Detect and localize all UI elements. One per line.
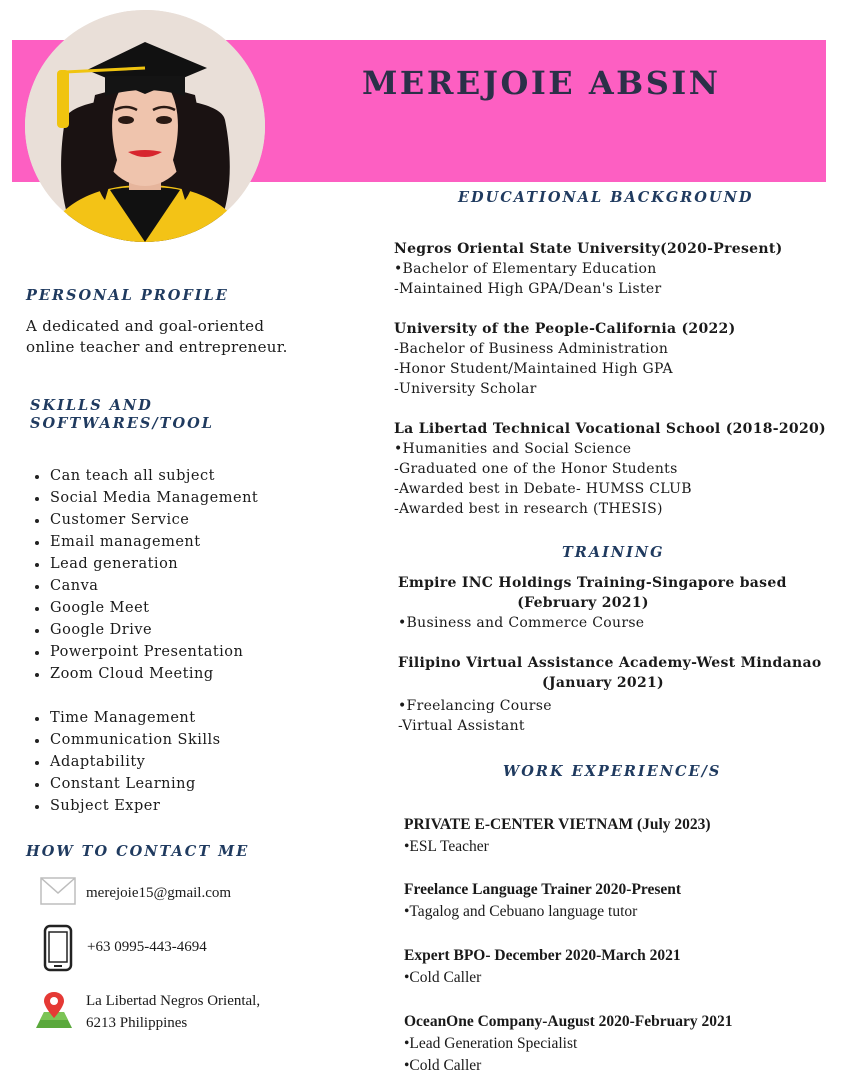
training-date: (January 2021) [542, 675, 664, 691]
list-item: Subject Exper [30, 795, 221, 817]
training-title: Filipino Virtual Assistance Academy-West Mindanao [398, 655, 822, 671]
list-item: Constant Learning [30, 773, 221, 795]
work-item [404, 879, 681, 923]
education-detail: -Awarded best in research (THESIS) [394, 501, 663, 517]
work-item [404, 945, 681, 989]
mobile-phone-icon [43, 924, 73, 976]
education-detail: -University Scholar [394, 381, 537, 397]
contact-heading: HOW TO CONTACT ME [26, 843, 250, 860]
education-detail: •Bachelor of Elementary Education [394, 261, 657, 277]
address-line-1: La Libertad Negros Oriental, [86, 993, 261, 1009]
training-detail: •Freelancing Course [398, 698, 552, 714]
list-item: Communication Skills [30, 729, 221, 751]
work-detail: •Cold Caller [404, 1057, 482, 1074]
list-item: Time Management [30, 707, 221, 729]
profile-text-line-2: online teacher and entrepreneur. [26, 338, 288, 356]
work-detail: •Tagalog and Cebuano language tutor [404, 903, 638, 920]
work-detail: •ESL Teacher [404, 838, 489, 855]
list-item: Google Meet [30, 597, 258, 619]
work-title: PRIVATE E-CENTER VIETNAM (July 2023) [404, 816, 711, 833]
list-item: Can teach all subject [30, 465, 258, 487]
address-line-2: 6213 Philippines [86, 1015, 188, 1031]
profile-photo [25, 10, 265, 242]
education-detail: -Honor Student/Maintained High GPA [394, 361, 673, 377]
candidate-name: MEREJOIE ABSIN [362, 64, 721, 102]
skills-heading-line-2: SOFTWARES/TOOL [30, 415, 214, 432]
skills-list-2 [30, 707, 221, 817]
work-heading: WORK EXPERIENCE/S [503, 763, 722, 780]
education-title: Negros Oriental State University(2020-Present) [394, 241, 783, 257]
training-heading: TRAINING [562, 544, 665, 561]
education-item [394, 419, 826, 519]
education-item [394, 239, 783, 299]
list-item: Social Media Management [30, 487, 258, 509]
education-title: La Libertad Technical Vocational School (2018-2020) [394, 421, 826, 437]
list-item: Email management [30, 531, 258, 553]
skills-heading-line-1: SKILLS AND [30, 397, 153, 414]
list-item: Zoom Cloud Meeting [30, 663, 258, 685]
personal-profile-heading: PERSONAL PROFILE [26, 287, 229, 304]
work-title: OceanOne Company-August 2020-February 2021 [404, 1013, 733, 1030]
education-detail: -Maintained High GPA/Dean's Lister [394, 281, 662, 297]
list-item: Customer Service [30, 509, 258, 531]
map-pin-icon [34, 990, 74, 1034]
education-title: University of the People-California (2022) [394, 321, 736, 337]
skills-list-1 [30, 465, 258, 685]
training-detail: -Virtual Assistant [398, 718, 525, 734]
work-title: Freelance Language Trainer 2020-Present [404, 881, 682, 898]
training-item [398, 653, 822, 736]
education-detail: -Graduated one of the Honor Students [394, 461, 678, 477]
work-item [404, 814, 711, 858]
education-detail: -Awarded best in Debate- HUMSS CLUB [394, 481, 692, 497]
list-item: Google Drive [30, 619, 258, 641]
training-title: Empire INC Holdings Training-Singapore based [398, 575, 787, 591]
education-detail: •Humanities and Social Science [394, 441, 632, 457]
work-detail: •Cold Caller [404, 969, 482, 986]
work-item [404, 1011, 733, 1077]
work-detail: •Lead Generation Specialist [404, 1035, 578, 1052]
phone-number[interactable]: +63 0995-443-4694 [87, 939, 207, 955]
list-item: Adaptability [30, 751, 221, 773]
education-heading: EDUCATIONAL BACKGROUND [458, 189, 754, 206]
training-detail: •Business and Commerce Course [398, 615, 645, 631]
training-item [398, 573, 787, 633]
work-title: Expert BPO- December 2020-March 2021 [404, 947, 681, 964]
education-item [394, 319, 736, 399]
training-date: (February 2021) [517, 595, 649, 611]
email-link[interactable]: merejoie15@gmail.com [86, 885, 232, 901]
education-detail: -Bachelor of Business Administration [394, 341, 669, 357]
list-item: Canva [30, 575, 258, 597]
list-item: Lead generation [30, 553, 258, 575]
list-item: Powerpoint Presentation [30, 641, 258, 663]
profile-text-line-1: A dedicated and goal-oriented [26, 317, 265, 335]
envelope-icon [40, 877, 76, 909]
